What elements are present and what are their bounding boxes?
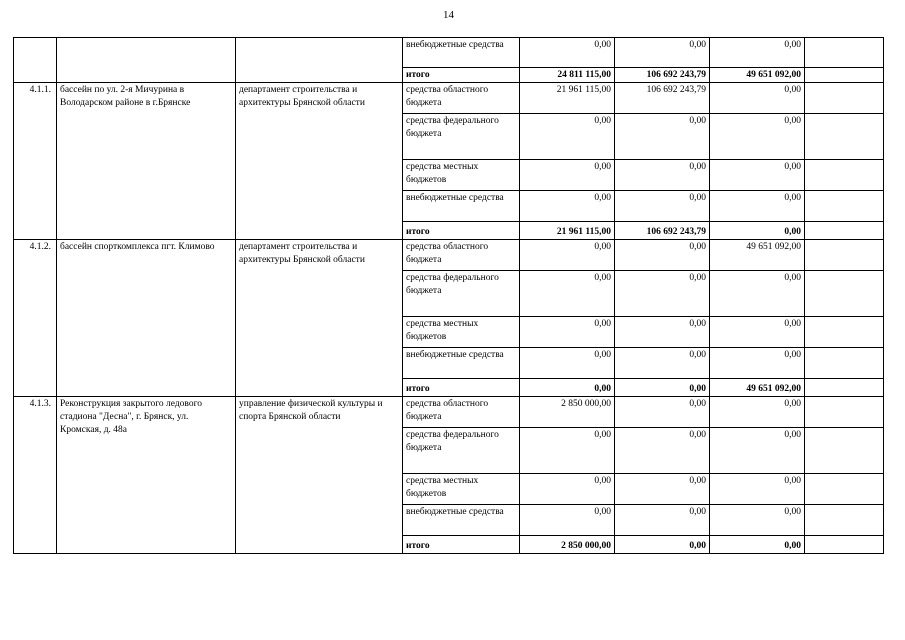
amount-cell-2: 0,00 (615, 191, 710, 222)
empty-cell (805, 160, 884, 191)
amount-cell-3: 0,00 (710, 271, 805, 317)
funding-source-cell: внебюджетные средства (403, 38, 520, 68)
amount-cell-1: 0,00 (520, 271, 615, 317)
amount-cell-2: 0,00 (615, 428, 710, 474)
empty-cell (805, 271, 884, 317)
amount-cell-2: 0,00 (615, 160, 710, 191)
amount-cell-3: 0,00 (710, 191, 805, 222)
amount-cell-2: 0,00 (615, 38, 710, 68)
empty-cell (805, 536, 884, 554)
empty-cell (805, 505, 884, 536)
amount-cell-1: 0,00 (520, 379, 615, 397)
empty-cell (805, 428, 884, 474)
funding-source-cell: средства областного бюджета (403, 83, 520, 114)
amount-cell-3: 0,00 (710, 114, 805, 160)
empty-cell (805, 397, 884, 428)
table-row (14, 397, 884, 428)
funding-source-cell: средства местных бюджетов (403, 317, 520, 348)
budget-table (13, 37, 884, 554)
amount-cell-1: 0,00 (520, 160, 615, 191)
amount-cell-1: 2 850 000,00 (520, 536, 615, 554)
amount-cell-2: 0,00 (615, 397, 710, 428)
amount-cell-2: 106 692 243,79 (615, 68, 710, 83)
amount-cell-2: 0,00 (615, 348, 710, 379)
table-row (14, 83, 884, 114)
code-cell: 4.1.3. (14, 397, 57, 554)
funding-source-cell: итого (403, 68, 520, 83)
amount-cell-1: 0,00 (520, 505, 615, 536)
object-name-cell: Реконструкция закрытого ледового стадиона "Десна", г. Брянск, ул. Кромская, д. 48а (57, 397, 236, 554)
page-number: 14 (443, 9, 454, 21)
amount-cell-3: 49 651 092,00 (710, 379, 805, 397)
amount-cell-1: 0,00 (520, 38, 615, 68)
funding-source-cell: средства местных бюджетов (403, 474, 520, 505)
amount-cell-3: 0,00 (710, 397, 805, 428)
amount-cell-2: 0,00 (615, 317, 710, 348)
empty-cell (805, 222, 884, 240)
empty-cell (805, 191, 884, 222)
amount-cell-1: 0,00 (520, 317, 615, 348)
amount-cell-1: 0,00 (520, 191, 615, 222)
funding-source-cell: итого (403, 222, 520, 240)
amount-cell-3: 0,00 (710, 222, 805, 240)
amount-cell-2: 0,00 (615, 505, 710, 536)
amount-cell-3: 0,00 (710, 505, 805, 536)
amount-cell-1: 24 811 115,00 (520, 68, 615, 83)
amount-cell-2: 0,00 (615, 271, 710, 317)
funding-source-cell: средства федерального бюджета (403, 271, 520, 317)
amount-cell-3: 0,00 (710, 38, 805, 68)
amount-cell-3: 0,00 (710, 536, 805, 554)
funding-source-cell: итого (403, 379, 520, 397)
budget-table-body (14, 38, 884, 554)
funding-source-cell: внебюджетные средства (403, 191, 520, 222)
amount-cell-3: 49 651 092,00 (710, 240, 805, 271)
amount-cell-1: 0,00 (520, 474, 615, 505)
table-row (14, 38, 884, 68)
executor-cell: департамент строительства и архитектуры Брянской области (236, 240, 403, 397)
amount-cell-2: 0,00 (615, 114, 710, 160)
funding-source-cell: внебюджетные средства (403, 505, 520, 536)
code-cell: 4.1.1. (14, 83, 57, 240)
amount-cell-2: 0,00 (615, 474, 710, 505)
amount-cell-3: 49 651 092,00 (710, 68, 805, 83)
object-name-cell: бассейн спорткомплекса пгт. Климово (57, 240, 236, 397)
empty-cell (805, 68, 884, 83)
empty-cell (805, 240, 884, 271)
table-row (14, 240, 884, 271)
funding-source-cell: средства федерального бюджета (403, 114, 520, 160)
amount-cell-1: 21 961 115,00 (520, 222, 615, 240)
amount-cell-2: 0,00 (615, 536, 710, 554)
empty-cell (805, 317, 884, 348)
funding-source-cell: внебюджетные средства (403, 348, 520, 379)
code-cell: 4.1.2. (14, 240, 57, 397)
funding-source-cell: средства областного бюджета (403, 240, 520, 271)
object-name-cell: бассейн по ул. 2-я Мичурина в Володарском районе в г.Брянске (57, 83, 236, 240)
amount-cell-1: 0,00 (520, 428, 615, 474)
empty-cell (805, 38, 884, 68)
amount-cell-3: 0,00 (710, 83, 805, 114)
amount-cell-3: 0,00 (710, 160, 805, 191)
empty-cell (805, 348, 884, 379)
amount-cell-2: 106 692 243,79 (615, 83, 710, 114)
empty-cell (805, 83, 884, 114)
empty-cell (805, 114, 884, 160)
amount-cell-2: 106 692 243,79 (615, 222, 710, 240)
amount-cell-1: 0,00 (520, 114, 615, 160)
amount-cell-1: 21 961 115,00 (520, 83, 615, 114)
funding-source-cell: средства областного бюджета (403, 397, 520, 428)
funding-source-cell: средства местных бюджетов (403, 160, 520, 191)
amount-cell-2: 0,00 (615, 379, 710, 397)
amount-cell-2: 0,00 (615, 240, 710, 271)
empty-cell (805, 379, 884, 397)
amount-cell-1: 0,00 (520, 348, 615, 379)
amount-cell-3: 0,00 (710, 348, 805, 379)
empty-cell (805, 474, 884, 505)
funding-source-cell: итого (403, 536, 520, 554)
amount-cell-3: 0,00 (710, 474, 805, 505)
funding-source-cell: средства федерального бюджета (403, 428, 520, 474)
amount-cell-3: 0,00 (710, 428, 805, 474)
executor-cell: департамент строительства и архитектуры Брянской области (236, 83, 403, 240)
object-name-cell (57, 38, 236, 83)
executor-cell: управление физической культуры и спорта Брянской области (236, 397, 403, 554)
executor-cell (236, 38, 403, 83)
amount-cell-1: 2 850 000,00 (520, 397, 615, 428)
amount-cell-1: 0,00 (520, 240, 615, 271)
code-cell (14, 38, 57, 83)
amount-cell-3: 0,00 (710, 317, 805, 348)
